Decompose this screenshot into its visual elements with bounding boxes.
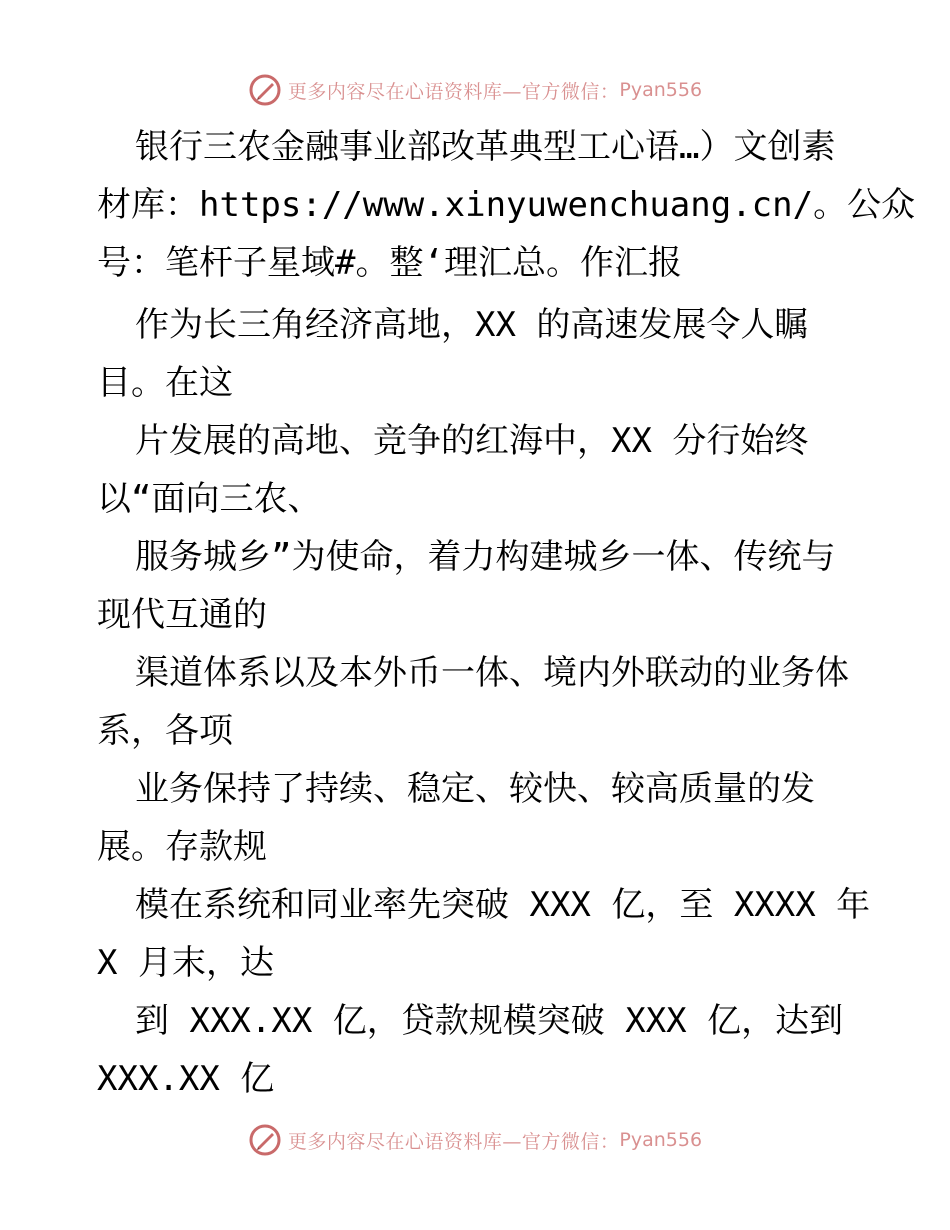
- watermark-text: 更多内容尽在心语资料库—官方微信：: [287, 80, 620, 103]
- watermark-text: 更多内容尽在心语资料库—官方微信：: [287, 1130, 620, 1153]
- text-line: 作为长三角经济高地，XX 的高速发展令人瞩: [135, 305, 809, 345]
- watermark-brand: Pyan556: [619, 1129, 703, 1151]
- pen-logo-icon: [248, 1123, 282, 1157]
- text-line: 渠道体系以及本外币一体、境内外联动的业务体: [135, 653, 849, 693]
- pen-logo-icon: [248, 73, 282, 107]
- text-line: XXX.XX 亿: [97, 1059, 275, 1099]
- watermark-brand: Pyan556: [619, 79, 703, 101]
- text-line: 银行三农金融事业部改革典型工心语…）文创素: [135, 127, 836, 167]
- text-line: X 月末，达: [97, 943, 274, 983]
- text-line: 以“面向三农、: [97, 479, 322, 519]
- text-line: 模在系统和同业率先突破 XXX 亿，至 XXXX 年: [135, 885, 871, 925]
- text-line: 服务城乡”为使命，着力构建城乡一体、传统与: [135, 537, 836, 577]
- text-line: 片发展的高地、竞争的红海中，XX 分行始终: [135, 421, 809, 461]
- text-line: 号：笔杆子星域#。整‘理汇总。作汇报: [97, 243, 682, 283]
- text-line: 展。存款规: [97, 827, 267, 867]
- text-line: 材库：https://www.xinyuwenchuang.cn/。公众: [97, 185, 916, 225]
- header-watermark: [0, 70, 950, 110]
- text-line: 业务保持了持续、稳定、较快、较高质量的发: [135, 769, 815, 809]
- text-line: 现代互通的: [97, 595, 267, 635]
- text-line: 到 XXX.XX 亿，贷款规模突破 XXX 亿，达到: [135, 1001, 844, 1041]
- footer-watermark: [0, 1120, 950, 1160]
- text-line: 目。在这: [97, 363, 233, 403]
- text-line: 系，各项: [97, 711, 233, 751]
